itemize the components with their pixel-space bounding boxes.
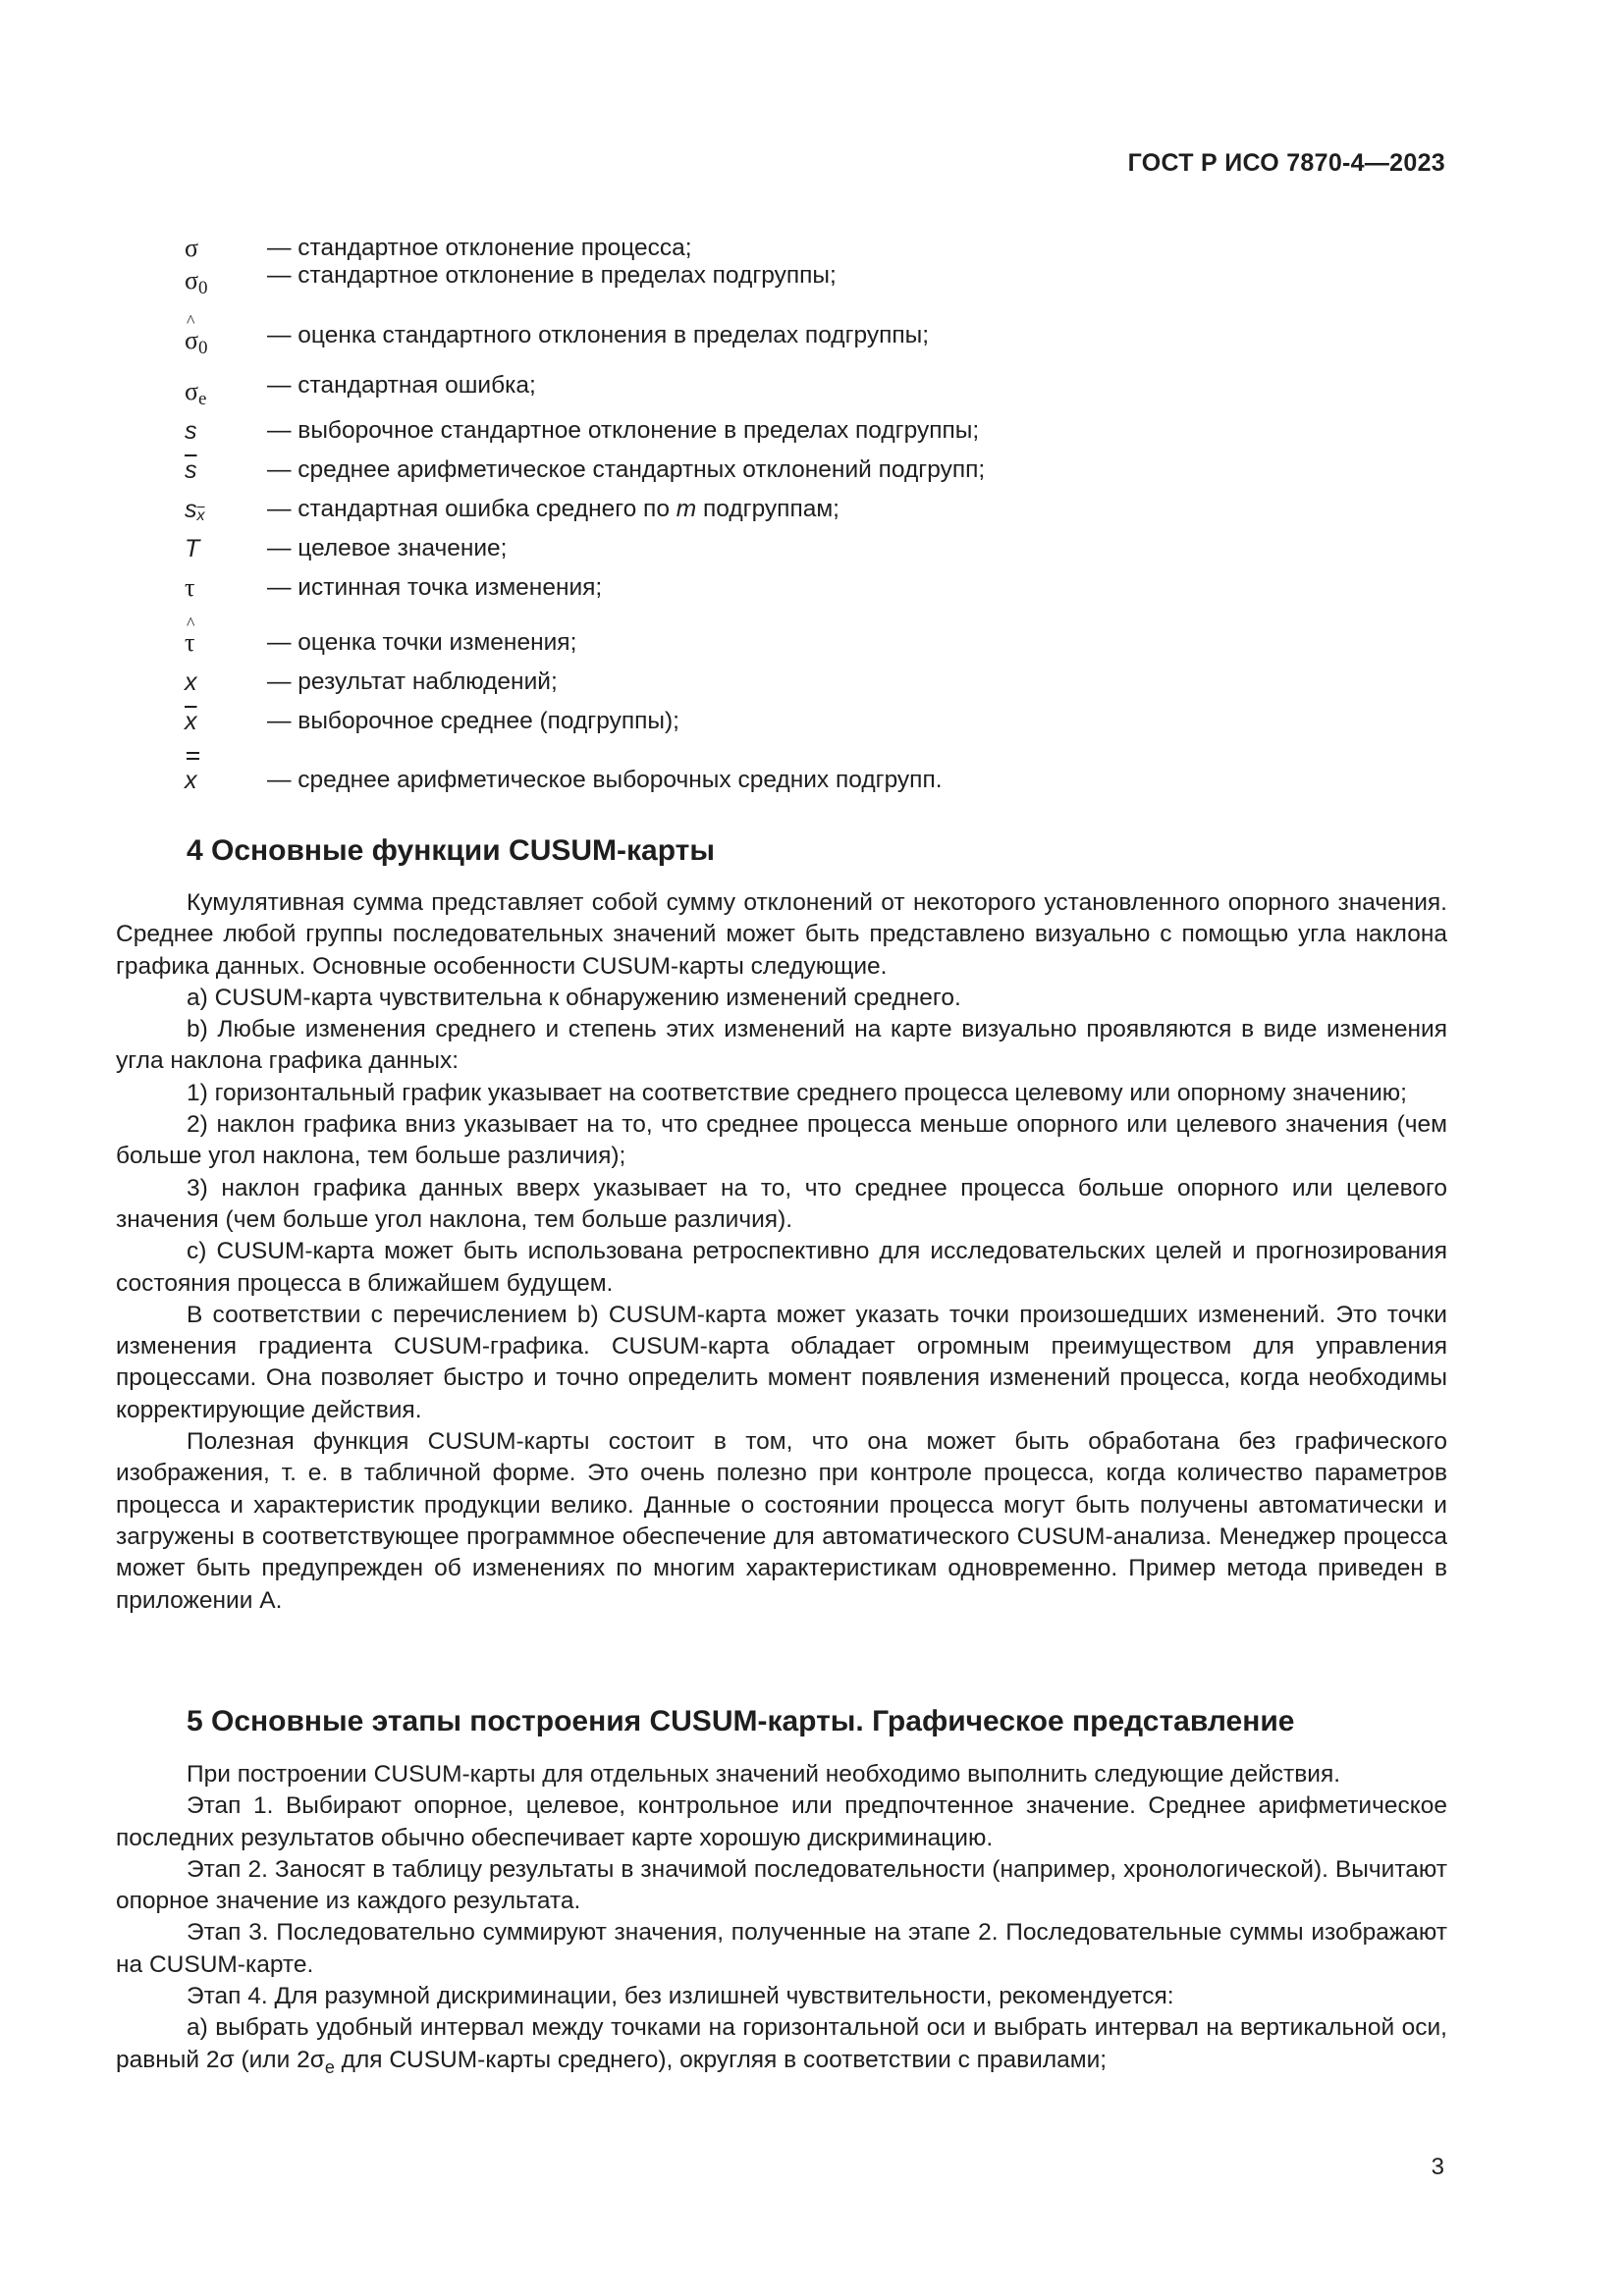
definition-text: — выборочное стандартное отклонение в пределах подгруппы; (267, 417, 980, 444)
paragraph: 3) наклон графика данных вверх указывает на то, что среднее процесса больше опорного или целевого значения (чем больше угол наклона, тем больше различия). (116, 1174, 1447, 1233)
symbol: $\sigma_e$ (185, 377, 207, 409)
symbol: s (185, 417, 197, 445)
definition-text: — стандартная ошибка среднего по m подгруппам; (267, 496, 839, 522)
standard-header: ГОСТ Р ИСО 7870-4—2023 (1127, 149, 1445, 177)
paragraph: При построении CUSUM-карты для отдельных значений необходимо выполнить следующие действия. (187, 1761, 1341, 1788)
section-body (116, 887, 1447, 1617)
symbol: x (185, 668, 197, 696)
symbol: σ (185, 234, 199, 262)
definition-text: — оценка стандартного отклонения в пределах подгруппы; (267, 322, 930, 348)
symbol: $s_{\overline{x}}$ (185, 496, 205, 524)
paragraph: а) выбрать удобный интервал между точками на горизонтальной оси и выбрать интервал на вертикальной оси, равный 2σ (или $2\sigma_e$ для CUSUM-карты среднего), округляя в соответствии с правилами; (116, 2014, 1447, 2077)
definition-text: — среднее арифметическое выборочных средних подгрупп. (267, 767, 943, 793)
section-heading: 4 Основные функции CUSUM-карты (187, 834, 715, 867)
paragraph: b) Любые изменения среднего и степень этих изменений на карте визуально проявляются в виде изменения угла наклона графика данных: (116, 1016, 1447, 1075)
definition-text: — истинная точка изменения; (267, 574, 603, 601)
symbol: ^ τ (185, 614, 195, 657)
symbol: τ (185, 573, 195, 602)
definition-text: — стандартная ошибка; (267, 372, 536, 399)
symbol: $\overline{x}$ (185, 708, 197, 735)
definition-text: — выборочное среднее (подгруппы); (267, 708, 679, 734)
definition-text: — оценка точки изменения; (267, 629, 577, 656)
paragraph: c) CUSUM-карта может быть использована ретроспективно для исследовательских целей и прогнозирования состояния процесса в ближайшем будущем. (116, 1238, 1447, 1297)
definition-text: — стандартное отклонение в пределах подгруппы; (267, 262, 837, 289)
paragraph: 2) наклон графика вниз указывает на то, что среднее процесса меньше опорного или целевого значения (чем больше угол наклона, тем больше различия); (116, 1111, 1447, 1170)
page-number: 3 (1431, 2154, 1444, 2180)
section-heading: 5 Основные этапы построения CUSUM-карты. Графическое представление (187, 1705, 1295, 1737)
symbol: $\sigma_0$ (185, 266, 208, 298)
symbol: $\overline{s}$ (185, 456, 197, 484)
section-body (116, 1759, 1447, 2077)
paragraph: Полезная функция CUSUM-карты состоит в том, что она может быть обработана без графического изображения, т. е. в табличной форме. Это очень полезно при контроле процесса, когда количество параметров процесса и характеристик продукции велико. Данные о состоянии процесса могут быть получены автоматически и загружены в соответствующее программное обеспечение для автоматического CUSUM-анализа. Менеджер процесса может быть предупрежден об изменениях по многим характеристикам одновременно. Пример метода приведен в приложении А. (116, 1428, 1447, 1614)
definition-text: — целевое значение; (267, 535, 508, 561)
symbol: T (185, 535, 200, 562)
definition-text: — стандартное отклонение процесса; (267, 235, 692, 261)
paragraph: Кумулятивная сумма представляет собой сумму отклонений от некоторого установленного опорного значения. Среднее любой группы последовательных значений может быть представлено визуально с помощью угла наклона графика данных. Основные особенности CUSUM-карты следующие. (116, 889, 1447, 980)
paragraph: Этап 1. Выбирают опорное, целевое, контрольное или предпочтенное значение. Среднее арифметическое последних результатов обычно обеспечивает карте хорошую дискриминацию. (116, 1792, 1447, 1851)
paragraph: 1) горизонтальный график указывает на соответствие среднего процесса целевому или опорному значению; (187, 1079, 1407, 1106)
paragraph: Этап 2. Заносят в таблицу результаты в значимой последовательности (например, хронологической). Вычитают опорное значение из каждого результата. (116, 1855, 1447, 1915)
definition-text: — результат наблюдений; (267, 668, 558, 695)
paragraph: Этап 3. Последовательно суммируют значения, полученные на этапе 2. Последовательные суммы изображают на CUSUM-карте. (116, 1919, 1447, 1978)
definition-text: — среднее арифметическое стандартных отклонений подгрупп; (267, 456, 986, 483)
paragraph: Этап 4. Для разумной дискриминации, без излишней чувствительности, рекомендуется: (187, 1983, 1174, 2010)
symbol: x (185, 766, 263, 795)
symbol: ^ $\sigma_0$ (185, 311, 208, 358)
paragraph: В соответствии с перечислением b) CUSUM-карта может указать точки произошедших изменений. Это точки изменения градиента CUSUM-графика. CUSUM-карта обладает огромным преимуществом для управления процессами. Она позволяет быстро и точно определить момент появления изменений процесса, когда необходимы корректирующие действия. (116, 1301, 1447, 1423)
paragraph: a) CUSUM-карта чувствительна к обнаружению изменений среднего. (187, 984, 961, 1011)
